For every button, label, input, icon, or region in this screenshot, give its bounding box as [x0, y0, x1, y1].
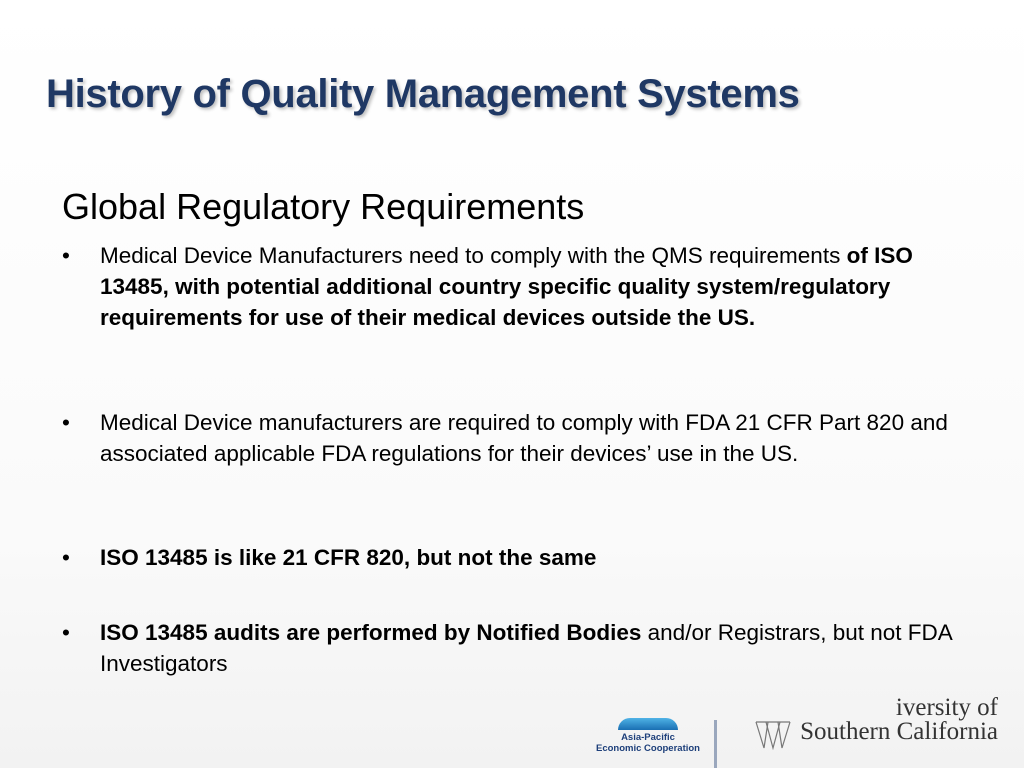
- bullet-item: [62, 617, 962, 679]
- usc-line2: Southern California: [800, 718, 998, 745]
- footer-logos: [588, 692, 1024, 768]
- usc-line1: iversity of: [895, 694, 998, 721]
- bullet-dot: •: [62, 410, 70, 435]
- bullet-text: Medical Device manufacturers are required to comply with FDA 21 CFR Part 820 and associated applicable FDA regulations for their devices’ use in the US.: [100, 410, 948, 466]
- bullet-item: [62, 240, 962, 333]
- bullet-text: and/or Registrars, but not FDA Investigators: [100, 620, 952, 676]
- bullet-text-bold: of ISO 13485, with potential additional country specific quality system/regulatory requirements for use of their medical devices outside the US.: [100, 243, 913, 330]
- slide-title: History of Quality Management Systems: [46, 72, 800, 116]
- bullet-item: [62, 407, 962, 469]
- apec-line1: Asia-Pacific: [621, 732, 675, 743]
- bullet-dot: •: [62, 620, 70, 645]
- bullet-text-bold: ISO 13485 is like 21 CFR 820, but not the same: [100, 545, 597, 570]
- bullet-text-bold: ISO 13485 audits are performed by Notified Bodies: [100, 620, 642, 645]
- logo-divider: [714, 720, 717, 768]
- apec-logo: [588, 718, 708, 754]
- bullet-text: Medical Device Manufacturers need to comply with the QMS requirements: [100, 243, 847, 268]
- apec-line2: Economic Cooperation: [596, 743, 700, 754]
- section-heading: Global Regulatory Requirements: [62, 186, 585, 227]
- bullet-dot: •: [62, 545, 70, 570]
- torch-icon: [754, 720, 792, 750]
- usc-logo: [800, 696, 998, 744]
- bullet-item: [62, 542, 596, 573]
- apec-globe-icon: [618, 718, 678, 730]
- bullet-dot: •: [62, 243, 70, 268]
